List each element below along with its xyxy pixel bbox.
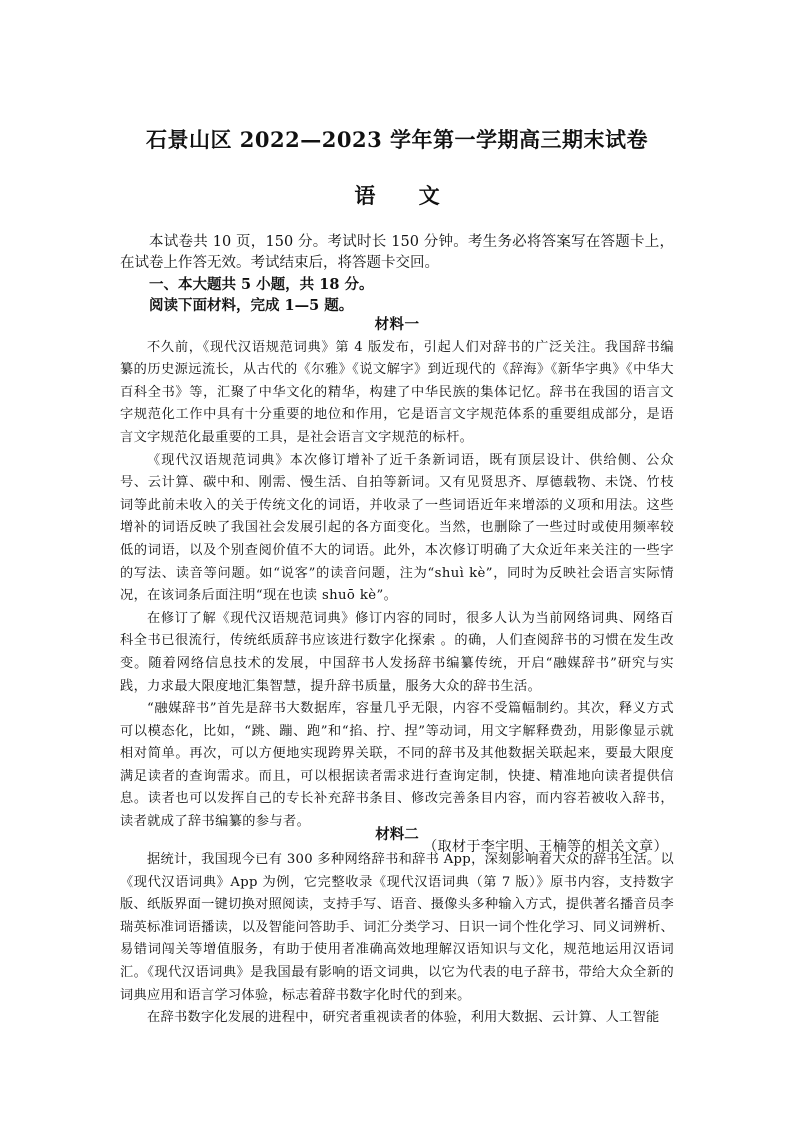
material-one-paragraph: “融媒辞书”首先是辞书大数据库，容量几乎无限，内容不受篇幅制约。其次，释义方式可以模态化，比如，“跳、蹦、跑”和“掐、拧、捏”等动词，用文字解释费劲，用影像显示就相对简单。再次，可以方便地实现跨界关联，不同的辞书及其他数据关联起来，要最大限度满足读者的查询需求。而且，可以根据读者需求进行查询定制，快捷、精准地向读者提供信息。读者也可以发挥自己的专长补充辞书条目、修改完善条目内容，而内容若被收入辞书，读者就成了辞书编纂的参与者。 — [120, 701, 674, 830]
material-two-paragraph: 据统计，我国现今已有 300 多种网络辞书和辞书 App，深刻影响着大众的辞书生活。以《现代汉语词典》App 为例，它完整收录《现代汉语词典（第 7 版）》原书内容，支持数字版、纸版界面一键切换对照阅读，支持手写、语音、摄像头多种输入方式，提供著名播音员李瑞英标准词语播读，以及智能问答助手、词汇分类学习、日识一词个性化学习、同义词辨析、易错词闯关等增值服务，有助于使用者准确高效地理解汉语知识与文化，规范地运用汉语词汇。《现代汉语词典》是我国最有影响的语文词典，以它为代表的电子辞书，带给大众全新的词典应用和语言学习体验，标志着辞书数字化时代的到来。 — [120, 852, 674, 1003]
section-title: 一、本大题共 5 小题，共 18 分。 — [149, 276, 374, 293]
material-one-paragraph: 不久前，《现代汉语规范词典》第 4 版发布，引起人们对辞书的广泛关注。我国辞书编纂的历史源远流长，从古代的《尔雅》《说文解字》到近现代的《辞海》《新华字典》《中华大百科全书》等，汇聚了中华文化的精华，构建了中华民族的集体记忆。辞书在我国的语言文字规范化工作中具有十分重要的地位和作用，它是语言文字规范体系的重要组成部分，是语言文字规范化最重要的工具，是社会语言文字规范的标杆。 — [120, 339, 674, 445]
reading-prompt: 阅读下面材料，完成 1—5 题。 — [149, 297, 354, 314]
material-two-paragraph: 在辞书数字化发展的进程中，研究者重视读者的体验，利用大数据、云计算、人工智能 — [147, 1010, 660, 1026]
material-one-heading: 材料一 — [374, 316, 420, 333]
material-one-paragraph: 《现代汉语规范词典》本次修订增补了近千条新词语，既有顶层设计、供给侧、公众号、云计算、碳中和、刚需、慢生活、自拍等新词。又有见贤思齐、厚德载物、未饶、竹枝词等此前未收入的关于传统文化的词语，并收录了一些词语近年来增添的义项和用法。这些增补的词语反映了我国社会发展引起的各方面变化。当然，也删除了一些过时或使用频率较低的词语，以及个别查阅价值不大的词语。此外，本次修订明确了大众近年来关注的一些字的写法、读音等问题。如“说客”的读音问题，注为“shuì kè”，同时为反映社会语言实际情况，在该词条后面注明“现在也读 shuō kè”。 — [120, 452, 674, 604]
material-one-paragraph: 在修订了解《现代汉语规范词典》修订内容的同时，很多人认为当前网络词典、网络百科全书已很流行，传统纸质辞书应该进行数字化探索 。的确，人们查阅辞书的习惯在发生改变。随着网络信息技术的发展，中国辞书人发扬辞书编纂传统，开启“融媒辞书”研究与实践，力求最大限度地汇集智慧，提升辞书质量，服务大众的辞书生活。 — [120, 610, 674, 694]
material-two — [120, 849, 674, 1030]
material-one — [120, 314, 674, 858]
exam-title: 石景山区 2022—2023 学年第一学期高三期末试卷 — [145, 127, 648, 152]
subject-title: 语 文 — [354, 183, 458, 208]
material-two-heading: 材料二 — [375, 826, 419, 843]
instructions-text: 本试卷共 10 页，150 分。考试时长 150 分钟。考生务必将答案写在答题卡上，在试卷上作答无效。考试结束后，将答题卡交回。 — [120, 234, 674, 271]
material-one-source: （取材于李宇明、王楠等的相关文章） — [423, 838, 668, 855]
instructions — [120, 232, 674, 316]
